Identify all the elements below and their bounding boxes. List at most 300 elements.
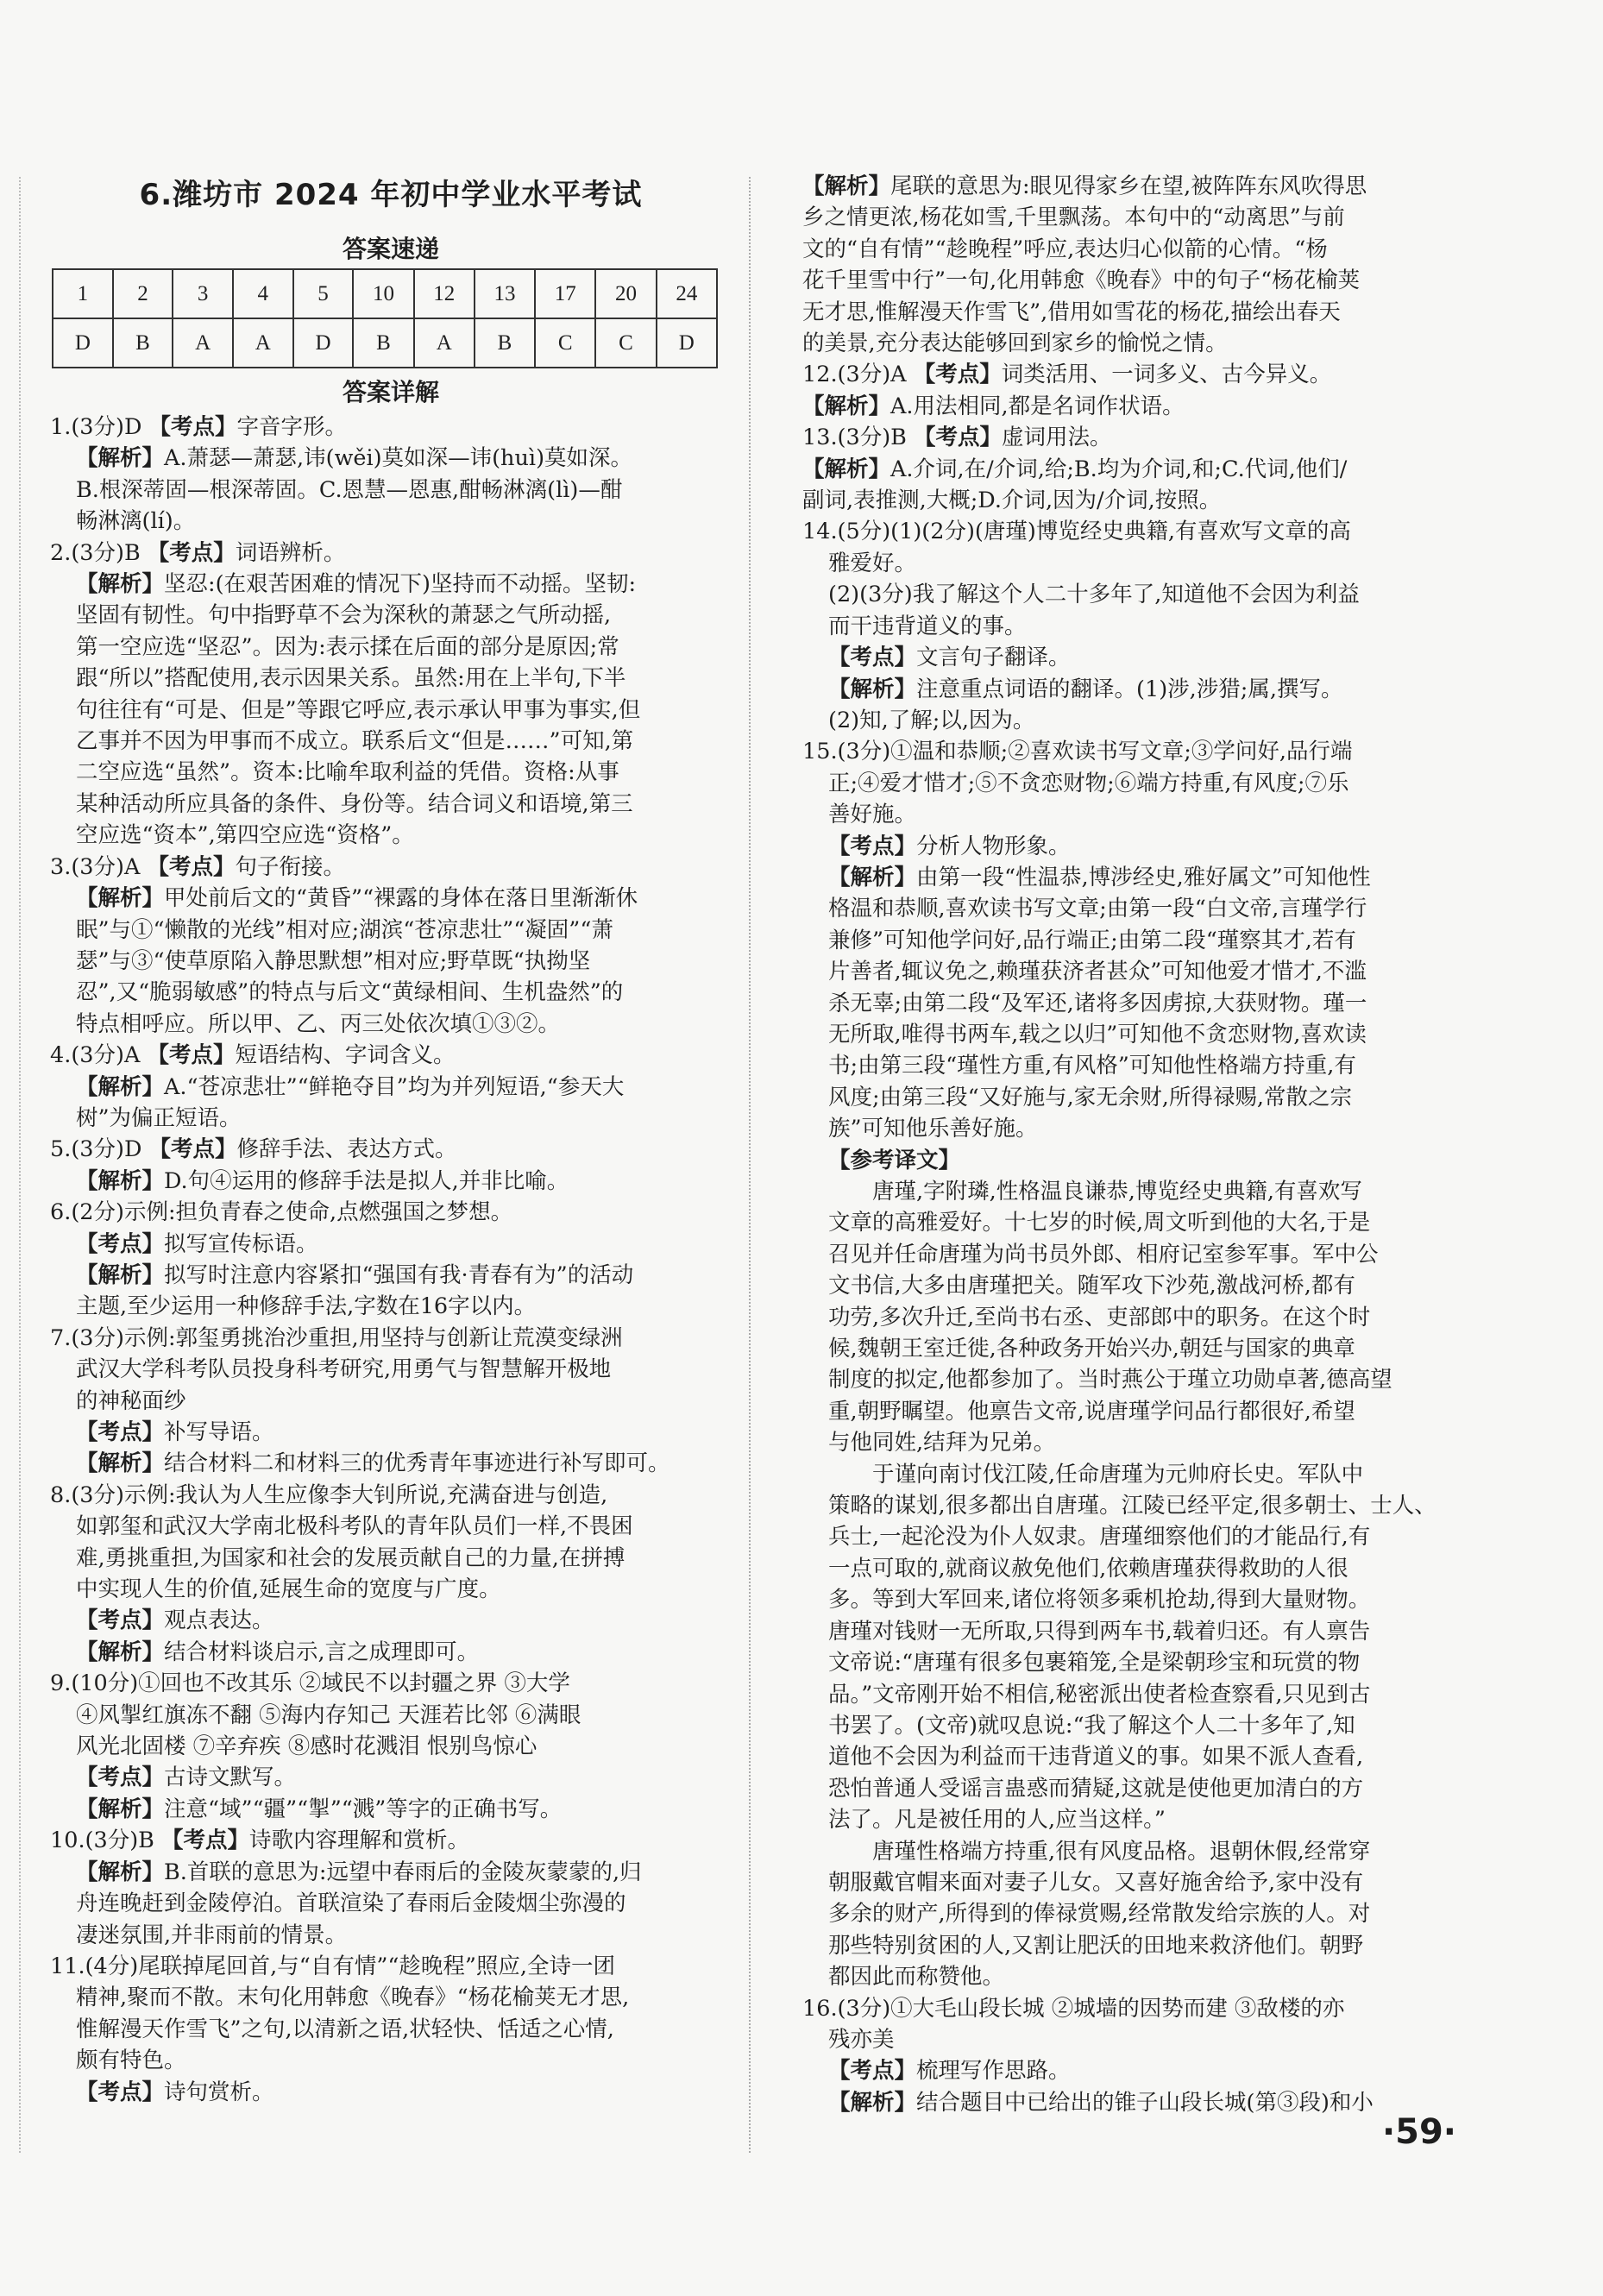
section-tag: 【解析】	[802, 456, 891, 482]
line-text: 甲处前后文的“黄昏”“裸露的身体在落日里渐渐休	[164, 885, 638, 912]
text-line	[802, 391, 1451, 422]
line-text: 召见并任命唐瑾为尚书员外郎、相府记室参军事。军中公	[828, 1241, 1379, 1268]
answer-cell: B	[113, 318, 173, 368]
section-tag: 【解析】	[76, 1167, 165, 1194]
text-line	[802, 925, 1451, 956]
text-line	[50, 1166, 732, 1197]
line-text: 精神,聚而不散。末句化用韩愈《晚春》“杨花榆荚无才思,	[76, 1985, 630, 2011]
text-line	[50, 789, 732, 820]
text-line	[50, 1480, 732, 1511]
text-line	[802, 1050, 1451, 1081]
text-line	[802, 1867, 1451, 1898]
text-line	[50, 1951, 732, 1982]
question-number-cell: 17	[535, 269, 595, 318]
answer-cell: D	[293, 318, 354, 368]
section-tag: 【考点】	[914, 425, 1003, 451]
text-line	[802, 1993, 1451, 2024]
text-line	[50, 1605, 732, 1636]
line-text: 颇有特色。	[76, 2048, 186, 2074]
section-tag: 【考点】	[161, 1827, 250, 1854]
line-text: 兼修”可知他学问好,品行端正;由第二段“瑾察其才,若有	[828, 927, 1356, 953]
text-line	[50, 443, 732, 474]
text-line	[802, 1113, 1451, 1144]
question-number-cell: 12	[414, 269, 475, 318]
text-line	[50, 1825, 732, 1856]
text-line	[802, 956, 1451, 987]
line-text: 主题,至少运用一种修辞手法,字数在16字以内。	[76, 1293, 537, 1320]
line-text: 古诗文默写。	[164, 1764, 297, 1791]
line-text: 短语结构、字词含义。	[235, 1042, 456, 1069]
text-line	[50, 506, 732, 537]
text-line	[802, 1082, 1451, 1113]
section-tag: 【解析】	[76, 1859, 165, 1885]
section-tag: 【解析】	[76, 1261, 165, 1288]
line-text: 多。等到大军回来,诸位将领多乘机抢劫,得到大量财物。	[828, 1587, 1371, 1613]
line-text: 拟写时注意内容紧扣“强国有我·青春有为”的活动	[164, 1261, 634, 1288]
line-text: 格温和恭顺,喜欢读书写文章;由第一段“白文帝,言瑾学行	[828, 896, 1367, 922]
text-line	[50, 1888, 732, 1919]
text-line	[802, 1741, 1451, 1772]
line-text: 书;由第三段“瑾性方重,有风格”可知他性格端方持重,有	[828, 1053, 1356, 1079]
text-line	[802, 862, 1451, 893]
question-answer: 9.(10分)①回也不改其乐 ②域民不以封疆之界 ③大学	[50, 1670, 570, 1697]
line-text: 花千里雪中行”一句,化用韩愈《晚春》中的句子“杨花榆荚	[802, 267, 1361, 294]
line-text: 与他同姓,结拜为兄弟。	[828, 1430, 1056, 1456]
text-line	[802, 485, 1451, 516]
line-text: 中实现人生的价值,延展生命的宽度与广度。	[76, 1576, 501, 1603]
text-line	[802, 1176, 1451, 1207]
line-text: A.“苍凉悲壮”“鲜艳夺目”均为并列短语,“参天大	[164, 1073, 625, 1100]
line-text: 制度的拟定,他都参加了。当时燕公于瑾立功勋卓著,德高望	[828, 1367, 1392, 1393]
line-text: 无才思,惟解漫天作雪飞”,借用如雪花的杨花,描绘出春天	[802, 299, 1341, 325]
line-text: 杀无辜;由第二段“及军还,诸将多因虏掠,大获财物。瑾一	[828, 990, 1367, 1016]
text-line	[802, 1616, 1451, 1647]
text-line	[802, 1710, 1451, 1741]
line-text: 武汉大学科考队员投身科考研究,用勇气与智慧解开极地	[76, 1356, 612, 1383]
line-text: 恐怕普通人受谣言蛊惑而猜疑,这就是使他更加清白的方	[828, 1775, 1364, 1802]
question-number-cell: 10	[353, 269, 413, 318]
left-answer-details	[50, 412, 732, 2108]
text-line	[50, 1291, 732, 1322]
text-line	[50, 726, 732, 757]
text-line	[802, 1302, 1451, 1333]
section-tag: 【考点】	[828, 645, 917, 671]
question-number-cell: 1	[53, 269, 113, 318]
line-text: 树”为偏正短语。	[76, 1104, 242, 1131]
line-text: 道他不会因为利益而干违背道义的事。如果不派人查看,	[828, 1744, 1364, 1771]
answer-cell: D	[657, 318, 717, 368]
line-text: 结合题目中已给出的锥子山段长城(第③段)和小	[916, 2089, 1374, 2116]
text-line	[802, 736, 1451, 767]
question-answer: 3.(3分)A	[50, 853, 148, 880]
line-text: D.句④运用的修辞手法是拟人,并非比喻。	[164, 1167, 569, 1194]
text-line	[802, 1396, 1451, 1427]
section-tag: 【考点】	[828, 2058, 917, 2085]
text-line	[50, 1260, 732, 1291]
answer-table	[52, 268, 718, 368]
text-line	[50, 1134, 732, 1165]
text-line	[802, 2024, 1451, 2055]
text-line	[802, 202, 1451, 233]
section-tag: 【考点】	[76, 2079, 165, 2105]
text-line	[50, 2077, 732, 2108]
line-text: B.首联的意思为:远望中春雨后的金陵灰蒙蒙的,归	[164, 1859, 642, 1885]
line-text: 句子衔接。	[235, 853, 346, 880]
line-text: 分析人物形象。	[916, 833, 1071, 859]
line-text: 跟“所以”搭配使用,表示因果关系。虽然:用在上半句,下半	[76, 665, 626, 692]
text-line	[50, 538, 732, 569]
question-number-cell: 13	[475, 269, 535, 318]
text-line	[802, 611, 1451, 642]
line-text: 坚忍:(在艰苦困难的情况下)坚持而不动摇。坚韧:	[164, 571, 637, 598]
line-text: 文章的高雅爱好。十七岁的时候,周文听到他的大名,于是	[828, 1210, 1371, 1236]
section-tag: 【考点】	[913, 362, 1002, 388]
question-number-cell: 20	[595, 269, 656, 318]
text-line	[802, 1207, 1451, 1238]
line-text: 唐瑾对钱财一无所取,只得到两车书,载着归还。有人禀告	[828, 1618, 1371, 1645]
text-line	[802, 234, 1451, 265]
line-text: 乡之情更浓,杨花如雪,千里飘荡。本句中的“动离思”与前	[802, 204, 1345, 231]
line-text: 尾联的意思为:眼见得家乡在望,被阵阵东风吹得思	[890, 173, 1367, 199]
section-tag: 【解析】	[76, 571, 165, 598]
text-line	[50, 883, 732, 914]
line-text: 特点相呼应。所以甲、乙、丙三处依次填①③②。	[76, 1010, 561, 1037]
text-line	[50, 1354, 732, 1385]
text-line	[802, 1490, 1451, 1521]
line-text: 善好施。	[828, 802, 917, 828]
answer-cell: D	[53, 318, 113, 368]
text-line	[802, 1961, 1451, 1992]
text-line	[50, 1448, 732, 1479]
line-text: 正;④爱才惜才;⑤不贪恋财物;⑥端方持重,有风度;⑦乐	[828, 770, 1349, 796]
section-tag: 【解析】	[76, 1796, 165, 1822]
line-text: 字音字形。	[236, 414, 348, 440]
text-line	[802, 705, 1451, 736]
text-line	[802, 359, 1451, 390]
text-line	[50, 1386, 732, 1417]
section-tag: 【解析】	[802, 173, 891, 199]
section-tag: 【解析】	[802, 393, 891, 419]
text-line	[802, 2055, 1451, 2086]
text-line	[802, 171, 1451, 202]
text-line	[50, 1543, 732, 1574]
line-text: 诗句赏析。	[164, 2079, 274, 2105]
line-text: 拟写宣传标语。	[164, 1230, 318, 1257]
text-line	[50, 757, 732, 788]
text-line	[802, 1553, 1451, 1584]
line-text: A.萧瑟—萧瑟,讳(wěi)莫如深—讳(huì)莫如深。	[164, 445, 633, 472]
text-line	[802, 1804, 1451, 1835]
right-column	[802, 171, 1451, 2118]
question-answer: 7.(3分)示例:郭玺勇挑治沙重担,用坚持与创新让荒漠变绿洲	[50, 1324, 623, 1351]
section-tag: 【考点】	[76, 1230, 165, 1257]
text-line	[802, 831, 1451, 862]
section-tag: 【解析】	[828, 2089, 917, 2116]
line-text: 句往往有“可是、但是”等跟它呼应,表示承认甲事为事实,但	[76, 696, 641, 723]
line-text: 如郭玺和武汉大学南北极科考队的青年队员们一样,不畏困	[76, 1513, 633, 1540]
line-text: 唐瑾性格端方持重,很有风度品格。退朝休假,经常穿	[872, 1838, 1371, 1865]
text-line	[50, 977, 732, 1008]
line-text: 族”可知他乐善好施。	[828, 1116, 1038, 1142]
text-line	[802, 642, 1451, 673]
section-tag: 【考点】	[76, 1419, 165, 1445]
line-text: 于谨向南讨伐江陵,任命唐瑾为元帅府长史。军队中	[872, 1461, 1364, 1488]
left-margin-dots	[19, 177, 21, 2153]
line-text: 瑟”与③“使草原陷入静思默想”相对应;野草既“执拗坚	[76, 947, 591, 974]
line-text: 文的“自有情”“趁晚程”呼应,表达归心似箭的心情。“杨	[802, 236, 1328, 262]
section-tag: 【解析】	[76, 445, 165, 472]
line-text: 那些特别贫困的人,又割让肥沃的田地来救济他们。朝野	[828, 1932, 1364, 1959]
text-line	[50, 2045, 732, 2076]
line-text: 舟连晚赶到金陵停泊。首联渲染了春雨后金陵烟尘弥漫的	[76, 1890, 626, 1917]
section-tag: 【考点】	[76, 1607, 165, 1634]
question-answer: 14.(5分)(1)(2分)(唐瑾)博览经史典籍,有喜欢写文章的高	[802, 519, 1351, 545]
line-text: A.介词,在/介词,给;B.均为介词,和;C.代词,他们/	[890, 456, 1348, 482]
line-text: 文帝说:“唐瑾有很多包裹箱笼,全是梁朝珍宝和玩赏的物	[828, 1650, 1361, 1676]
question-answer: 5.(3分)D	[50, 1136, 149, 1163]
question-answer: 6.(2分)示例:担负青春之使命,点燃强国之梦想。	[50, 1199, 513, 1226]
question-number-cell: 24	[657, 269, 717, 318]
answer-cell: B	[475, 318, 535, 368]
text-line	[802, 1773, 1451, 1804]
line-text: ④风掣红旗冻不翻 ⑤海内存知己 天涯若比邻 ⑥满眼	[76, 1702, 581, 1728]
line-text: 补写导语。	[164, 1419, 274, 1445]
line-text: 而干违背道义的事。	[828, 613, 1027, 639]
text-line	[50, 600, 732, 631]
section-tag: 【考点】	[148, 414, 237, 440]
section-tag: 【解析】	[76, 1450, 165, 1477]
text-line	[50, 1417, 732, 1448]
line-text: (2)(3分)我了解这个人二十多年了,知道他不会因为利益	[828, 582, 1360, 608]
line-text: B.根深蒂固—根深蒂固。C.恩慧—恩惠,酣畅淋漓(lì)—酣	[76, 476, 623, 503]
line-text: 风度;由第三段“又好施与,家无余财,所得禄赐,常散之宗	[828, 1084, 1352, 1110]
text-line	[50, 1668, 732, 1699]
line-text: 重,朝野瞩望。他禀告文帝,说唐瑾学问品行都很好,希望	[828, 1398, 1355, 1425]
answer-table-answers	[53, 318, 717, 368]
line-text: 惟解漫天作雪飞”之句,以清新之语,状轻快、恬适之心情,	[76, 2016, 614, 2042]
answer-cell: C	[535, 318, 595, 368]
page-number: ·59·	[1381, 2112, 1456, 2152]
section-tag: 【考点】	[147, 853, 236, 880]
question-answer: 11.(4分)尾联掉尾回首,与“自有情”“趁晚程”照应,全诗一团	[50, 1953, 616, 1979]
text-line	[802, 799, 1451, 830]
text-line	[802, 893, 1451, 924]
text-line	[50, 695, 732, 726]
quick-answers-title: 答案速递	[342, 235, 439, 263]
line-text: 无所取,唯得书两车,载之以归”可知他不贪恋财物,喜欢读	[828, 1021, 1367, 1047]
text-line	[802, 1584, 1451, 1615]
line-text: 词语辨析。	[235, 539, 346, 566]
question-answer: 1.(3分)D	[50, 414, 149, 440]
text-line	[50, 1982, 732, 2013]
line-text: 眠”与①“懒散的光线”相对应;湖滨“苍凉悲壮”“凝固”“萧	[76, 916, 613, 943]
text-line	[802, 1270, 1451, 1301]
text-line	[50, 1637, 732, 1668]
line-text: 二空应选“虽然”。资本:比喻牟取利益的凭借。资格:从事	[76, 759, 619, 786]
line-text: 虚词用法。	[1002, 425, 1112, 451]
line-text: 观点表达。	[164, 1607, 274, 1634]
question-answer: 15.(3分)①温和恭顺;②喜欢读书写文章;③学问好,品行端	[802, 739, 1353, 765]
section-tag: 【解析】	[828, 676, 917, 702]
text-line	[50, 412, 732, 443]
line-text: (2)知,了解;以,因为。	[828, 707, 1035, 733]
line-text: 功劳,多次升迁,至尚书右丞、吏部郎中的职务。在这个时	[828, 1304, 1371, 1330]
question-answer: 10.(3分)B	[50, 1827, 162, 1854]
text-line	[802, 1364, 1451, 1395]
line-text: 忍”,又“脆弱敏感”的特点与后文“黄绿相间、生机盎然”的	[76, 979, 624, 1006]
text-line	[50, 1323, 732, 1354]
text-line	[50, 2014, 732, 2045]
line-text: 注意重点词语的翻译。(1)涉,涉猎;属,撰写。	[916, 676, 1343, 702]
line-text: 注意“域”“疆”“掣”“溅”等字的正确书写。	[164, 1796, 563, 1822]
text-line	[802, 328, 1451, 359]
line-text: 某种活动所应具备的条件、身份等。结合词义和语境,第三	[76, 790, 633, 817]
text-line	[50, 1197, 732, 1228]
text-line	[802, 1679, 1451, 1710]
text-line	[50, 1920, 732, 1951]
text-line	[802, 579, 1451, 610]
text-line	[802, 1930, 1451, 1961]
line-text: A.用法相同,都是名词作状语。	[890, 393, 1185, 419]
text-line	[802, 1459, 1451, 1490]
text-line	[802, 1521, 1451, 1552]
answer-cell: C	[595, 318, 656, 368]
text-line	[50, 569, 732, 600]
section-tag: 【解析】	[76, 1639, 165, 1665]
line-text: 文书信,大多由唐瑾把关。随军攻下沙苑,激战河桥,都有	[828, 1273, 1355, 1299]
line-text: 兵士,一起沦没为仆人奴隶。唐瑾细察他们的才能品行,有	[828, 1524, 1371, 1551]
question-number-cell: 4	[233, 269, 293, 318]
section-tag: 【参考译文】	[828, 1147, 961, 1173]
line-text: 的神秘面纱	[76, 1387, 186, 1414]
text-line	[802, 1239, 1451, 1270]
text-line	[50, 1794, 732, 1825]
line-text: 结合材料谈启示,言之成理即可。	[164, 1639, 480, 1665]
section-tag: 【解析】	[76, 1073, 165, 1100]
section-tag: 【考点】	[147, 1042, 236, 1069]
line-text: 书罢了。(文帝)就叹息说:“我了解这个人二十多年了,知	[828, 1712, 1355, 1739]
text-line	[50, 820, 732, 851]
line-text: 雅爱好。	[828, 550, 917, 576]
text-line	[50, 1072, 732, 1103]
answer-cell: A	[414, 318, 475, 368]
question-number-cell: 3	[173, 269, 233, 318]
line-text: 策略的谋划,很多都出自唐瑾。江陵已经平定,很多朝士、士人、	[828, 1493, 1436, 1519]
text-line	[50, 1511, 732, 1542]
line-text: 副词,表推测,大概;D.介词,因为/介词,按照。	[802, 488, 1222, 514]
section-tag: 【考点】	[76, 1764, 165, 1791]
text-line	[802, 297, 1451, 328]
text-line	[50, 1700, 732, 1731]
text-line	[50, 663, 732, 694]
line-text: 乙事并不因为甲事而不成立。联系后文“但是……”可知,第	[76, 728, 634, 755]
right-answer-details	[802, 171, 1451, 2118]
section-tag: 【解析】	[828, 864, 917, 890]
question-answer: 2.(3分)B	[50, 539, 148, 566]
text-line	[50, 1229, 732, 1260]
line-text: 品。”文帝刚开始不相信,秘密派出使者检查察看,只见到古	[828, 1681, 1371, 1708]
text-line	[802, 674, 1451, 705]
section-tag: 【考点】	[828, 833, 917, 859]
line-text: 词类活用、一词多义、古今异义。	[1001, 362, 1332, 388]
question-answer: 4.(3分)A	[50, 1042, 148, 1069]
text-line	[50, 1574, 732, 1605]
answer-table-numbers	[53, 269, 717, 318]
text-line	[802, 1898, 1451, 1929]
line-text: 一点可取的,就商议赦免他们,依赖唐瑾获得救助的人很	[828, 1555, 1348, 1582]
column-divider	[749, 177, 751, 2153]
line-text: 凄迷氛围,并非雨前的情景。	[76, 1922, 348, 1948]
line-text: 难,勇挑重担,为国家和社会的发展贡献自己的力量,在拼搏	[76, 1544, 625, 1571]
line-text: 第一空应选“坚忍”。因为:表示揉在后面的部分是原因;常	[76, 633, 619, 660]
answer-cell: A	[173, 318, 233, 368]
section-tag: 【考点】	[148, 1136, 237, 1163]
text-line	[50, 946, 732, 977]
line-text: 片善者,辄议免之,赖瑾获济者甚众”可知他爱才惜才,不滥	[828, 959, 1367, 985]
section-tag: 【考点】	[147, 539, 236, 566]
text-line	[50, 1103, 732, 1134]
line-text: 空应选“资本”,第四空应选“资格”。	[76, 822, 414, 849]
text-line	[802, 1836, 1451, 1867]
line-text: 文言句子翻译。	[916, 645, 1071, 671]
text-line	[802, 548, 1451, 579]
left-column	[50, 171, 732, 2108]
text-line	[50, 632, 732, 663]
line-text: 法了。凡是被任用的人,应当这样。”	[828, 1807, 1166, 1834]
line-text: 结合材料二和材料三的优秀青年事迹进行补写即可。	[164, 1450, 670, 1477]
line-text: 都因此而称赞他。	[828, 1964, 1005, 1991]
text-line	[50, 475, 732, 506]
section-tag: 【解析】	[76, 885, 165, 912]
line-text: 诗歌内容理解和赏析。	[249, 1827, 470, 1854]
line-text: 坚固有韧性。句中指野草不会为深秋的萧瑟之气所动摇,	[76, 602, 612, 629]
text-line	[50, 1857, 732, 1888]
line-text: 残亦美	[828, 2026, 895, 2053]
line-text: 候,魏朝王室迁徙,各种政务开始兴办,朝廷与国家的典章	[828, 1336, 1355, 1362]
line-text: 多余的财产,所得到的俸禄赏赐,经常散发给宗族的人。对	[828, 1901, 1371, 1928]
text-line	[802, 422, 1451, 453]
line-text: 畅淋漓(lí)。	[76, 508, 196, 535]
text-line	[802, 516, 1451, 547]
text-line	[50, 915, 732, 946]
text-line	[802, 1333, 1451, 1364]
line-text: 唐瑾,字附璘,性格温良谦恭,博览经史典籍,有喜欢写	[872, 1179, 1362, 1205]
text-line	[802, 1647, 1451, 1678]
text-line	[802, 1427, 1451, 1458]
page-title: 6.潍坊市 2024 年初中学业水平考试	[139, 178, 643, 212]
text-line	[802, 988, 1451, 1019]
text-line	[802, 265, 1451, 296]
text-line	[802, 1145, 1451, 1176]
question-answer: 16.(3分)①大毛山段长城 ②城墙的因势而建 ③敌楼的亦	[802, 1995, 1345, 2022]
line-text: 梳理写作思路。	[916, 2058, 1071, 2085]
question-number-cell: 5	[293, 269, 354, 318]
question-number-cell: 2	[113, 269, 173, 318]
question-answer: 13.(3分)B	[802, 425, 915, 451]
text-line	[50, 852, 732, 883]
text-line	[802, 454, 1451, 485]
text-line	[802, 2087, 1451, 2118]
line-text: 修辞手法、表达方式。	[236, 1136, 457, 1163]
text-line	[50, 1040, 732, 1071]
answer-cell: B	[353, 318, 413, 368]
text-line	[802, 768, 1451, 799]
text-line	[802, 1019, 1451, 1050]
detail-title: 答案详解	[342, 378, 439, 406]
line-text: 由第一段“性温恭,博涉经史,雅好属文”可知他性	[916, 864, 1371, 890]
line-text: 的美景,充分表达能够回到家乡的愉悦之情。	[802, 330, 1228, 357]
text-line	[50, 1762, 732, 1793]
